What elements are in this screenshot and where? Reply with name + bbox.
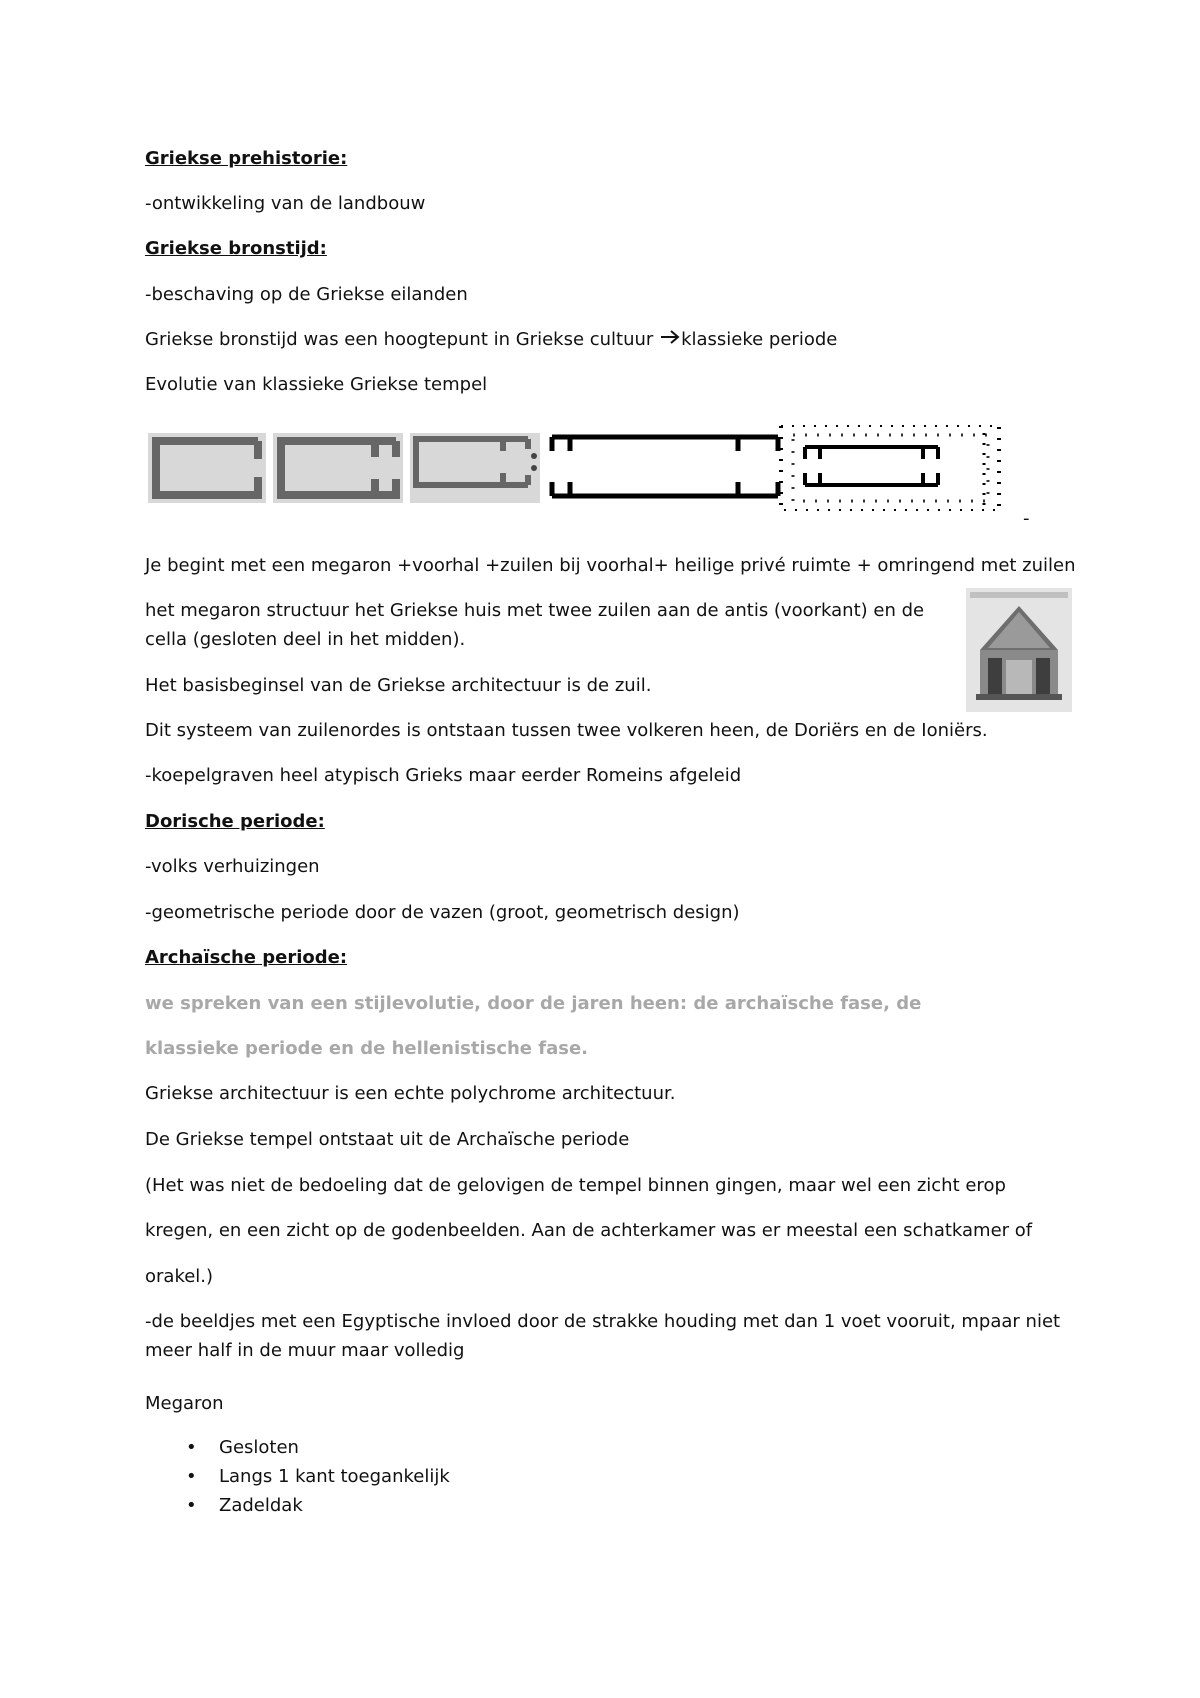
paragraph-tempel-ontstaat: De Griekse tempel ontstaat uit de Archaïsche periode [145, 1129, 630, 1150]
temple-plan-evolution-diagram [148, 425, 1008, 511]
list-item-text: Zadeldak [219, 1495, 303, 1516]
paragraph-stijlevolutie-line-1: we spreken van een stijlevolutie, door de jaren heen: de archaïsche fase, de [145, 993, 922, 1014]
plan-peripteral-temple [781, 425, 999, 511]
paragraph-megaron-intro: Je begint met een megaron +voorhal +zuilen bij voorhal+ heilige privé ruimte + omringend met zuilen [145, 555, 1076, 576]
paragraph-basisbeginsel: Het basisbeginsel van de Griekse architectuur is de zuil. [145, 675, 652, 696]
paragraph-gelovigen-line-2: kregen, en een zicht op de godenbeelden. Aan de achterkamer was er meestal een schatkamer of [145, 1220, 1033, 1241]
heading-archaische-periode: Archaïsche periode: [145, 947, 348, 968]
paragraph-zuilenordes: Dit systeem van zuilenordes is ontstaan tussen twee volkeren heen, de Doriërs en de Ioniërs. [145, 720, 988, 741]
plan-megaron-antis [273, 433, 403, 503]
heading-griekse-prehistorie: Griekse prehistorie: [145, 148, 348, 169]
paragraph-hoogtepunt [145, 328, 837, 352]
megaron-house-model-photo [966, 588, 1072, 712]
hoogtepunt-target-text: klassieke periode [681, 329, 838, 350]
plan-temple-double-antis [552, 437, 778, 496]
list-item-text: Gesloten [219, 1437, 299, 1458]
plan-megaron-simple [148, 433, 266, 503]
list-item [145, 1465, 450, 1494]
hoogtepunt-text: Griekse bronstijd was een hoogtepunt in Griekse cultuur [145, 329, 660, 350]
paragraph-gelovigen-line-3: orakel.) [145, 1266, 214, 1287]
list-item [145, 1494, 450, 1523]
list-item-text: Langs 1 kant toegankelijk [219, 1466, 450, 1487]
plan-megaron-columns [410, 433, 540, 503]
megaron-bullet-list [145, 1436, 450, 1523]
paragraph-stijlevolutie-line-2: klassieke periode en de hellenistische fase. [145, 1038, 589, 1059]
paragraph-landbouw: -ontwikkeling van de landbouw [145, 193, 426, 214]
paragraph-volksverhuizingen: -volks verhuizingen [145, 856, 320, 877]
heading-griekse-bronstijd: Griekse bronstijd: [145, 238, 327, 259]
paragraph-polychroom: Griekse architectuur is een echte polychrome architectuur. [145, 1083, 676, 1104]
paragraph-geometrische: -geometrische periode door de vazen (groot, geometrisch design) [145, 902, 740, 923]
stray-dash: - [1023, 508, 1030, 529]
list-item [145, 1436, 450, 1465]
paragraph-structuur-line-1: het megaron structuur het Griekse huis met twee zuilen aan de antis (voorkant) en de [145, 600, 925, 621]
right-arrow-icon [659, 328, 681, 352]
bullet-icon: • [186, 1437, 197, 1458]
paragraph-beeldjes-line-2: meer half in de muur maar volledig [145, 1340, 465, 1361]
paragraph-beeldjes-line-1: -de beeldjes met een Egyptische invloed door de strakke houding met dan 1 voet vooruit, mpaar niet [145, 1311, 1061, 1332]
heading-dorische-periode: Dorische periode: [145, 811, 325, 832]
paragraph-gelovigen-line-1: (Het was niet de bedoeling dat de gelovigen de tempel binnen gingen, maar wel een zicht erop [145, 1175, 1006, 1196]
paragraph-structuur-line-2: cella (gesloten deel in het midden). [145, 629, 466, 650]
bullet-icon: • [186, 1466, 197, 1487]
paragraph-megaron: Megaron [145, 1393, 224, 1414]
paragraph-eilanden: -beschaving op de Griekse eilanden [145, 284, 468, 305]
bullet-icon: • [186, 1495, 197, 1516]
paragraph-evolutie: Evolutie van klassieke Griekse tempel [145, 374, 488, 395]
paragraph-koepelgraven: -koepelgraven heel atypisch Grieks maar eerder Romeins afgeleid [145, 765, 742, 786]
